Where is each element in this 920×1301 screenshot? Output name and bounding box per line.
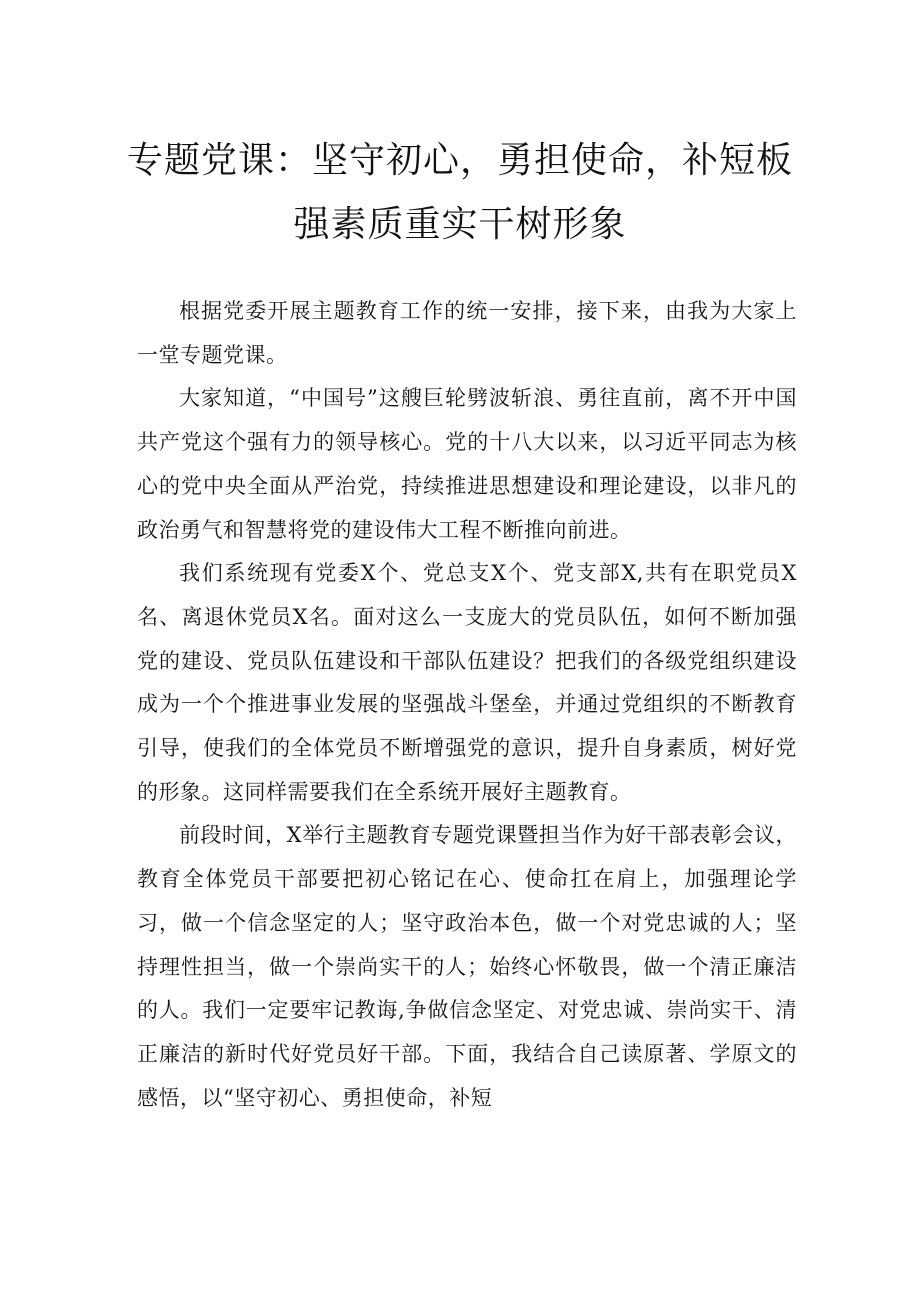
document-title-line-1: 专题党课：坚守初心，勇担使命，补短板 [126, 140, 793, 181]
paragraph-1: 根据党委开展主题教育工作的统一安排，接下来，由我为大家上一堂专题党课。 [137, 299, 797, 367]
paragraph-3: 我们系统现有党委X个、党总支X个、党支部X,共有在职党员X名、离退休党员X名。面对这么一支庞大的党员队伍，如何不断加强党的建设、党员队伍建设和干部队伍建设？把我们的各级党组织建设成为一个个推进事业发展的坚强战斗堡垒，并通过党组织的不断教育引导，使我们的全体党员不断增强党的意识，提升自身素质，树好党的形象。这同样需要我们在全系统开展好主题教育。 [137, 561, 797, 804]
document-title-line-2: 强素质重实干树形象 [293, 204, 627, 245]
paragraph-4: 前段时间，X举行主题教育专题党课暨担当作为好干部表彰会议，教育全体党员干部要把初心铭记在心、使命扛在肩上，加强理论学习，做一个信念坚定的人；坚守政治本色，做一个对党忠诚的人；坚持理性担当，做一个崇尚实干的人；始终心怀敬畏，做一个清正廉洁的人。我们一定要牢记教诲,争做信念坚定、对党忠诚、崇尚实干、清正廉洁的新时代好党员好干部。下面，我结合自己读原著、学原文的感悟，以“坚守初心、勇担使命，补短 [137, 823, 797, 1110]
document-body [137, 290, 797, 1120]
paragraph-2: 大家知道，“中国号”这艘巨轮劈波斩浪、勇往直前，离不开中国共产党这个强有力的领导核心。党的十八大以来，以习近平同志为核心的党中央全面从严治党，持续推进思想建设和理论建设，以非凡的政治勇气和智慧将党的建设伟大工程不断推向前进。 [137, 386, 797, 542]
